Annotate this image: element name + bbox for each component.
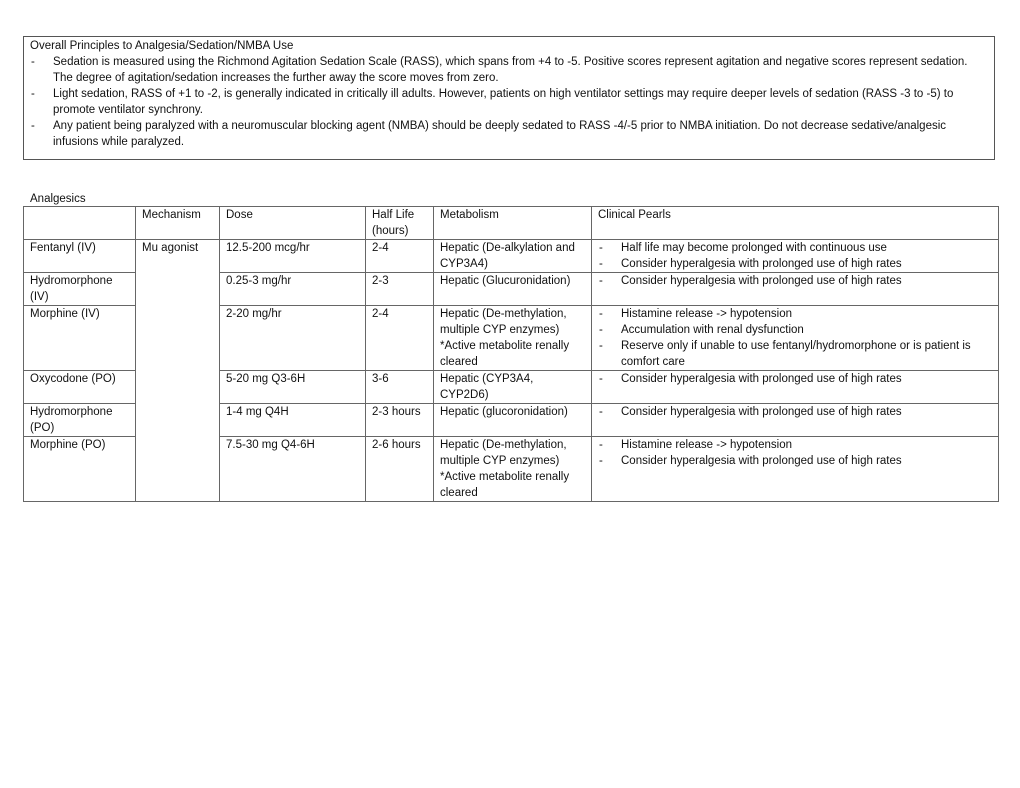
drug-name: Morphine (PO) (24, 437, 136, 502)
principle-bullet: - Sedation is measured using the Richmond Agitation Sedation Scale (RASS), which spans from +4 to -5. Positive scores represent agitation and negative scores represent sedation. The degree of agitation/sedation increases the further away the score moves from zero. (30, 54, 988, 86)
pearl-item: - Reserve only if unable to use fentanyl/hydromorphone or is patient is comfort care (598, 338, 992, 370)
metabolism-cell: Hepatic (De-methylation, multiple CYP enzymes) *Active metabolite renally cleared (434, 437, 592, 502)
drug-name: Hydromorphone (IV) (24, 273, 136, 306)
dose-cell: 1-4 mg Q4H (220, 404, 366, 437)
dose-cell: 0.25-3 mg/hr (220, 273, 366, 306)
table-row (24, 240, 999, 273)
drug-name: Oxycodone (PO) (24, 371, 136, 404)
pearls-cell (592, 240, 999, 273)
dose-cell: 7.5-30 mg Q4-6H (220, 437, 366, 502)
principle-bullet: - Light sedation, RASS of +1 to -2, is generally indicated in critically ill adults. However, patients on high ventilator settings may require deeper levels of sedation (RASS -3 to -5) to promote ventilator synchrony. (30, 86, 988, 118)
dose-cell: 2-20 mg/hr (220, 306, 366, 371)
principles-box (23, 36, 995, 160)
pearl-item: - Consider hyperalgesia with prolonged use of high rates (598, 371, 992, 387)
drug-name: Morphine (IV) (24, 306, 136, 371)
metabolism-cell: Hepatic (De-methylation, multiple CYP enzymes) *Active metabolite renally cleared (434, 306, 592, 371)
table-header-row (24, 207, 999, 240)
principle-bullet: - Any patient being paralyzed with a neuromuscular blocking agent (NMBA) should be deeply sedated to RASS -4/-5 prior to NMBA initiation. Do not decrease sedative/analgesic infusions while paralyzed. (30, 118, 988, 150)
dose-cell: 12.5-200 mcg/hr (220, 240, 366, 273)
half-life-cell: 2-4 (366, 306, 434, 371)
pearl-item: - Histamine release -> hypotension (598, 437, 992, 453)
half-life-cell: 2-3 hours (366, 404, 434, 437)
pearl-item: - Histamine release -> hypotension (598, 306, 992, 322)
analgesics-table (23, 206, 999, 502)
metabolism-cell: Hepatic (Glucuronidation) (434, 273, 592, 306)
header-drug (24, 207, 136, 240)
half-life-cell: 2-3 (366, 273, 434, 306)
header-mechanism: Mechanism (136, 207, 220, 240)
principles-title: Overall Principles to Analgesia/Sedation/NMBA Use (30, 40, 294, 52)
pearl-item: - Consider hyperalgesia with prolonged use of high rates (598, 453, 992, 469)
drug-name: Hydromorphone (PO) (24, 404, 136, 437)
analgesics-section-title: Analgesics (30, 193, 86, 205)
drug-name: Fentanyl (IV) (24, 240, 136, 273)
header-dose: Dose (220, 207, 366, 240)
pearls-cell (592, 437, 999, 502)
pearl-item: - Accumulation with renal dysfunction (598, 322, 992, 338)
mechanism-cell: Mu agonist (136, 240, 220, 502)
metabolism-cell: Hepatic (glucoronidation) (434, 404, 592, 437)
metabolism-cell: Hepatic (De-alkylation and CYP3A4) (434, 240, 592, 273)
pearls-cell (592, 371, 999, 404)
pearl-item: - Consider hyperalgesia with prolonged use of high rates (598, 273, 992, 289)
dose-cell: 5-20 mg Q3-6H (220, 371, 366, 404)
pearl-item: - Consider hyperalgesia with prolonged use of high rates (598, 256, 992, 272)
pearl-item: - Consider hyperalgesia with prolonged use of high rates (598, 404, 992, 420)
pearls-cell (592, 273, 999, 306)
half-life-cell: 2-6 hours (366, 437, 434, 502)
pearls-cell (592, 404, 999, 437)
half-life-cell: 3-6 (366, 371, 434, 404)
metabolism-cell: Hepatic (CYP3A4, CYP2D6) (434, 371, 592, 404)
half-life-cell: 2-4 (366, 240, 434, 273)
header-half-life: Half Life (hours) (366, 207, 434, 240)
pearl-item: - Half life may become prolonged with continuous use (598, 240, 992, 256)
header-metabolism: Metabolism (434, 207, 592, 240)
principles-list (30, 54, 988, 150)
pearls-cell (592, 306, 999, 371)
header-clinical-pearls: Clinical Pearls (592, 207, 999, 240)
